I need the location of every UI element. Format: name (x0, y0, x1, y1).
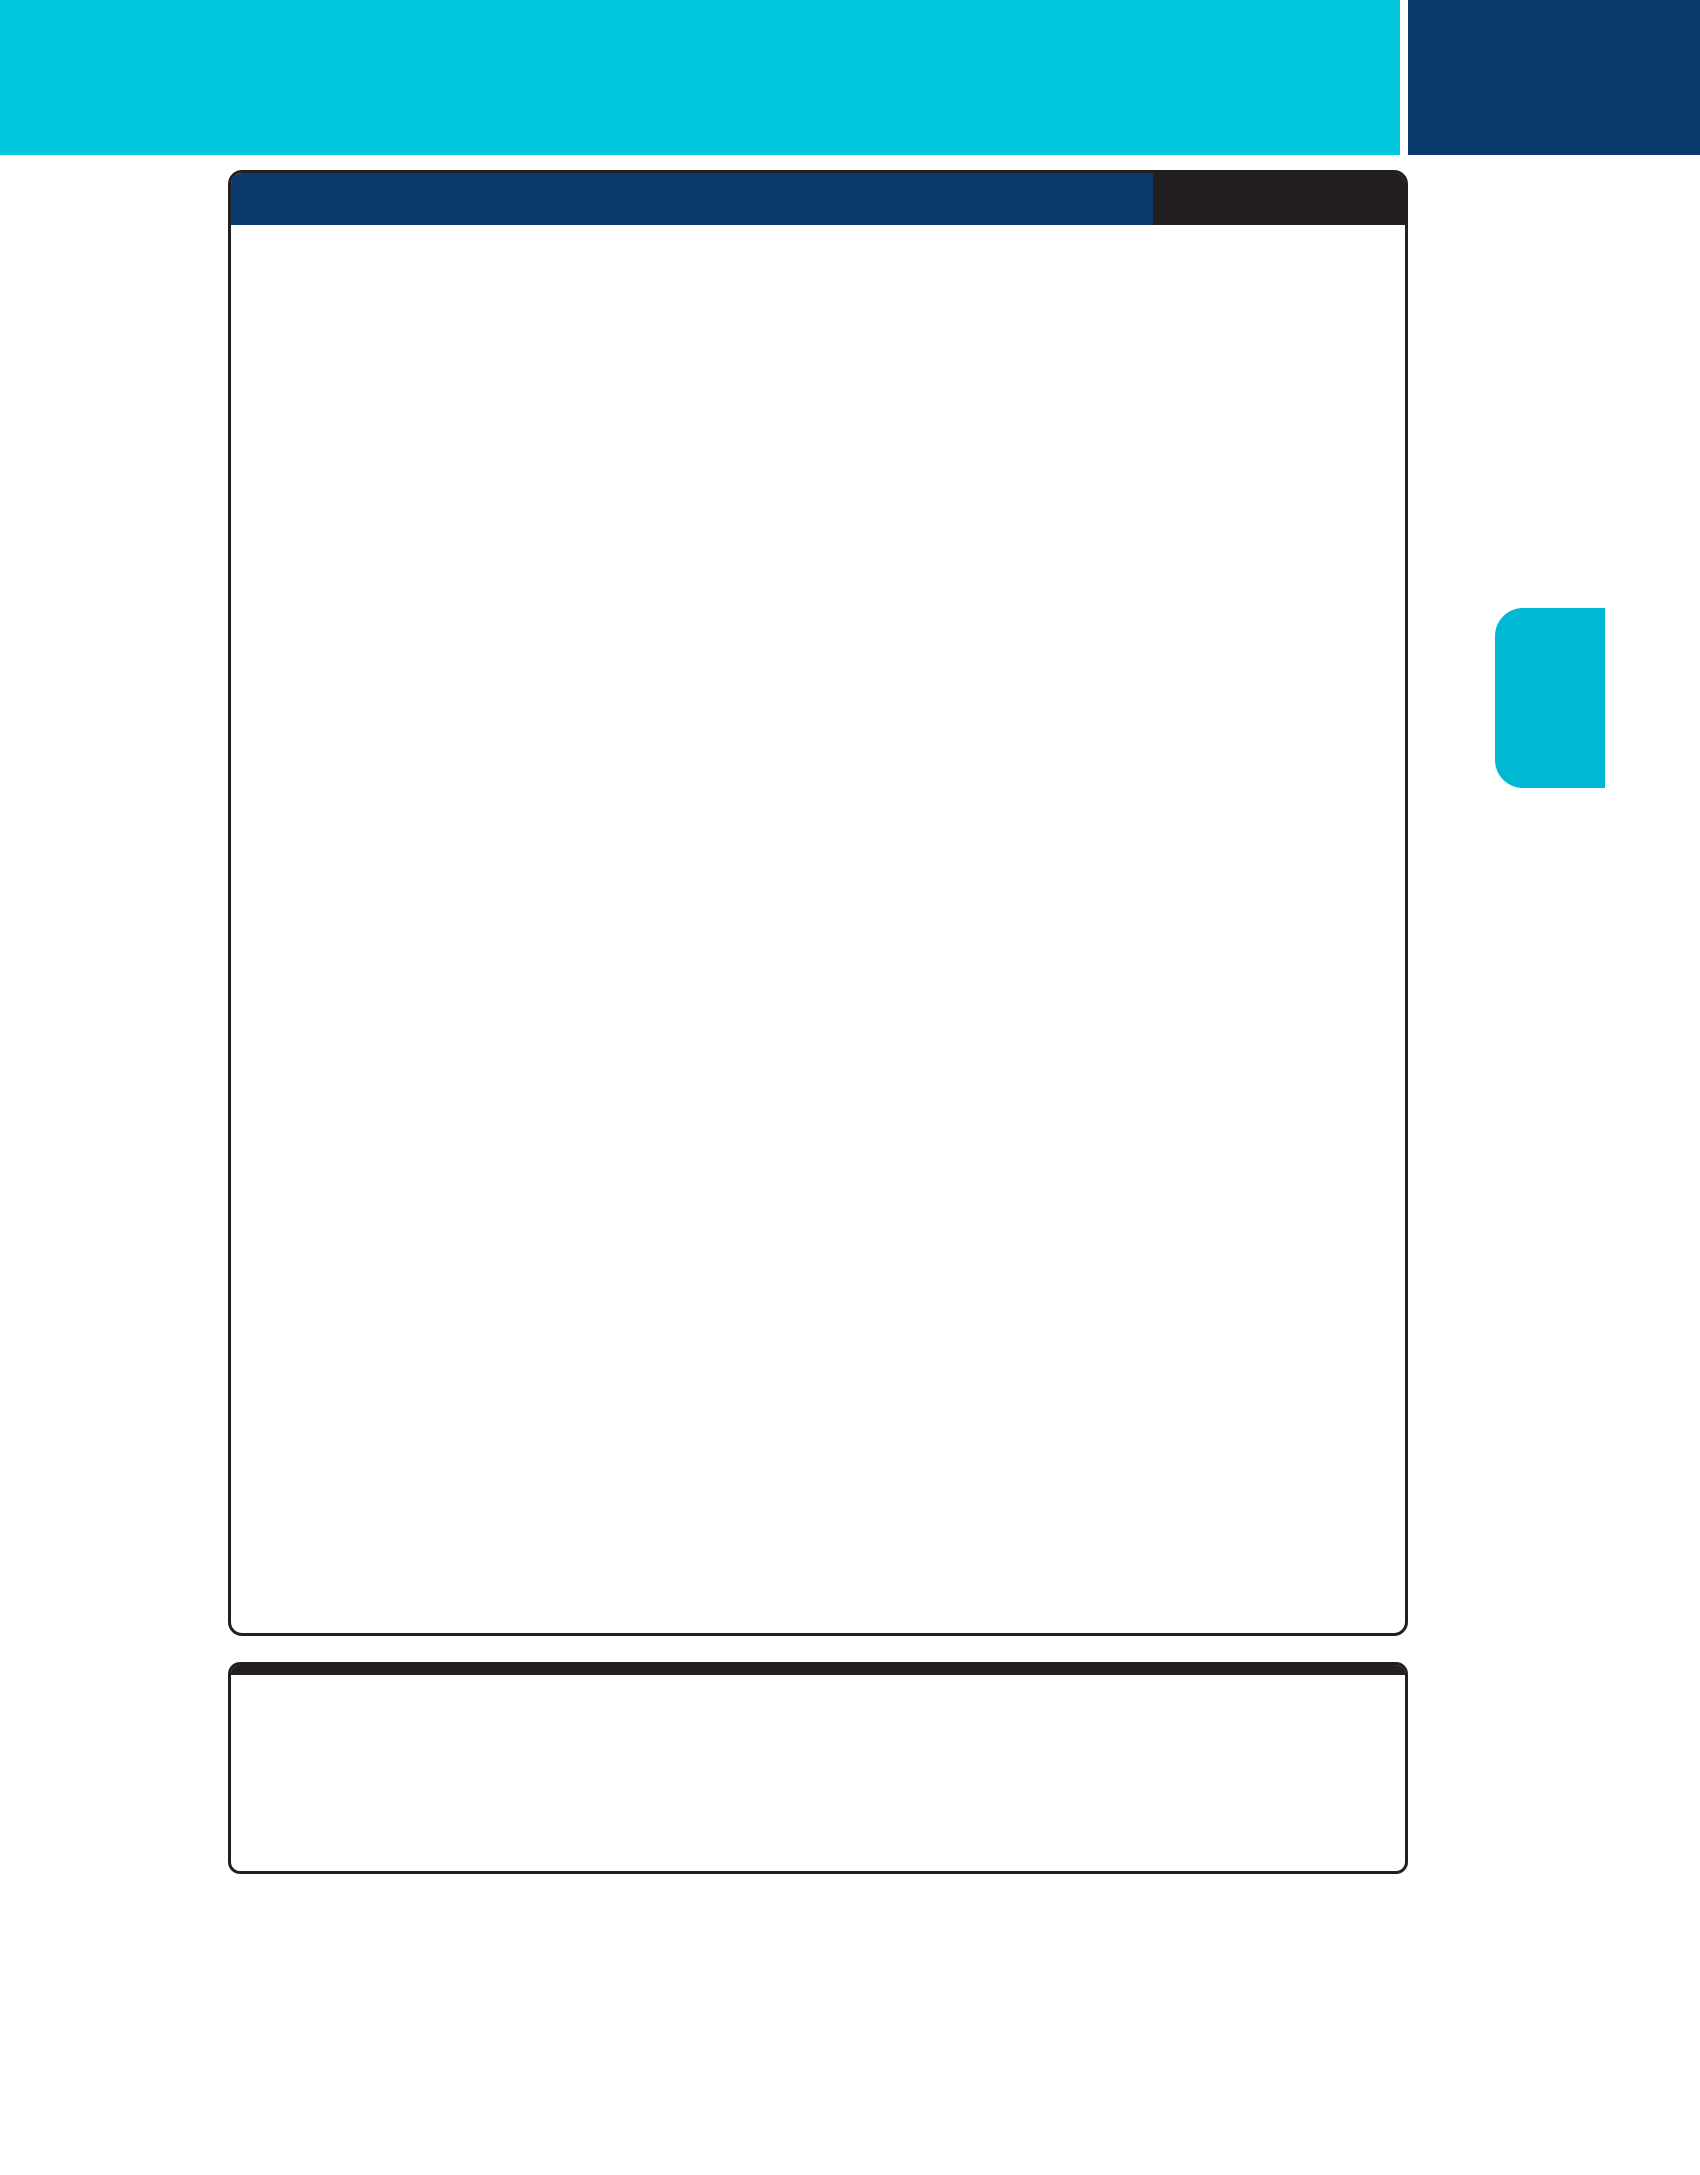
header-examples (693, 173, 923, 225)
safety-symbols-table (228, 170, 1408, 1636)
copyright-notice (72, 1350, 102, 1970)
header-hazard (923, 173, 1153, 225)
header-band (0, 0, 1400, 155)
header-precaution (463, 173, 693, 225)
header-remedy (231, 173, 463, 225)
legend-top-bar (231, 1665, 1405, 1675)
header-navy-bar (1408, 0, 1700, 155)
header-symbol (1153, 173, 1405, 225)
page-footer (1100, 1945, 1440, 1969)
side-tab-label (1508, 620, 1588, 776)
table-header (231, 173, 1405, 225)
safety-legend (228, 1662, 1408, 1874)
